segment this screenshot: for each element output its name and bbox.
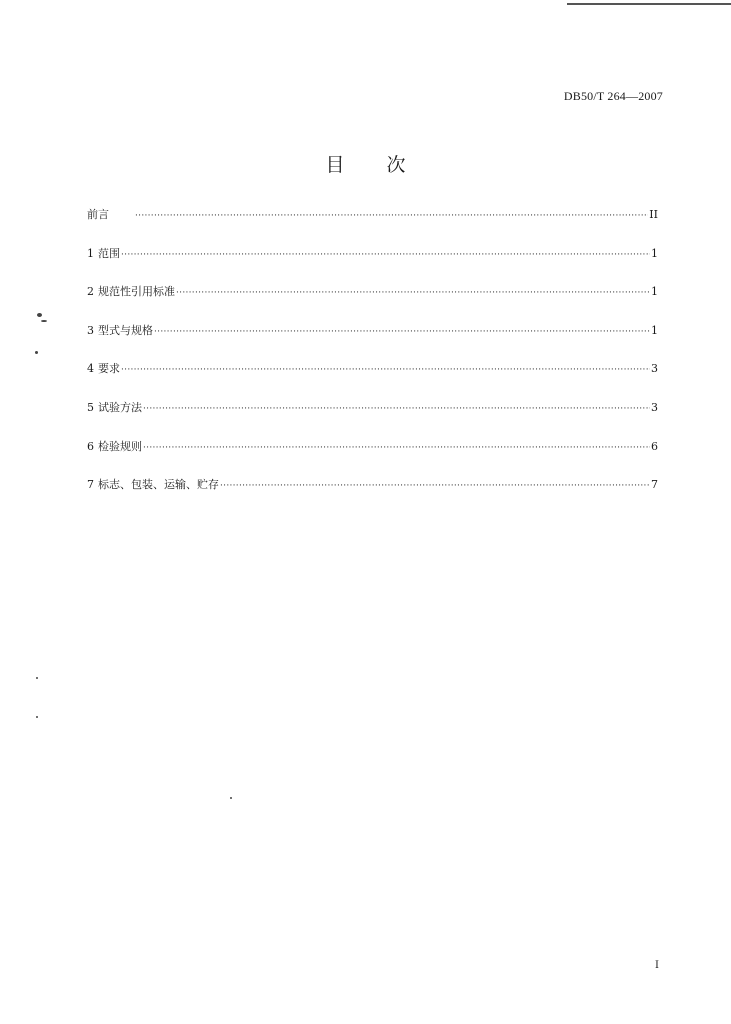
toc-entry-number: 5 xyxy=(87,400,94,414)
toc-entry-page: II xyxy=(649,208,658,221)
toc-title-char: 次 xyxy=(386,154,406,176)
toc-entry-inspection-rules[interactable] xyxy=(87,438,658,477)
toc-entry-page: 1 xyxy=(651,285,658,299)
leader-dots xyxy=(121,250,650,260)
toc-entry-page: 7 xyxy=(651,478,658,492)
leader-dots xyxy=(135,211,648,221)
top-edge-rule xyxy=(567,3,731,5)
toc-entry-number: 6 xyxy=(87,439,94,453)
toc-entry-number: 4 xyxy=(87,362,94,376)
toc-entry-number: 2 xyxy=(87,285,94,299)
toc-title xyxy=(0,150,731,177)
toc-entry-label: 规范性引用标准 xyxy=(98,285,175,299)
scan-speck xyxy=(35,351,38,354)
toc-entry-marking-packaging[interactable] xyxy=(87,476,658,515)
toc-entry-number: 3 xyxy=(87,323,94,337)
page-number: I xyxy=(655,960,659,971)
toc-entry-label: 检验规则 xyxy=(98,439,142,453)
toc-entry-preface[interactable] xyxy=(87,206,658,245)
leader-dots xyxy=(176,288,650,298)
toc-list xyxy=(87,206,658,515)
toc-entry-page: 6 xyxy=(651,439,658,453)
toc-entry-normative-references[interactable] xyxy=(87,283,658,322)
toc-entry-page: 1 xyxy=(651,323,658,337)
toc-entry-label: 要求 xyxy=(98,362,120,376)
scan-speck xyxy=(36,716,38,718)
toc-entry-number: 7 xyxy=(87,478,94,492)
toc-entry-label: 标志、包装、运输、贮存 xyxy=(98,478,219,492)
toc-title-char: 目 xyxy=(325,154,345,176)
toc-entry-page: 1 xyxy=(651,246,658,260)
leader-dots xyxy=(220,481,650,491)
scan-speck xyxy=(37,313,42,317)
scan-speck xyxy=(36,677,38,679)
toc-entry-page: 3 xyxy=(651,362,658,376)
toc-entry-types-specs[interactable] xyxy=(87,322,658,361)
toc-entry-label: 试验方法 xyxy=(98,400,142,414)
toc-entry-page: 3 xyxy=(651,400,658,414)
scan-speck xyxy=(230,797,232,799)
toc-entry-label: 型式与规格 xyxy=(98,323,153,337)
document-code: DB50/T 264—2007 xyxy=(563,89,663,103)
toc-entry-label: 范围 xyxy=(98,246,120,260)
leader-dots xyxy=(143,404,650,414)
toc-entry-requirements[interactable] xyxy=(87,360,658,399)
toc-entry-label: 前言 xyxy=(87,208,109,221)
toc-entry-test-methods[interactable] xyxy=(87,399,658,438)
toc-entry-scope[interactable] xyxy=(87,245,658,284)
leader-dots xyxy=(121,365,650,375)
leader-dots xyxy=(154,327,650,337)
toc-entry-number: 1 xyxy=(87,246,94,260)
scan-speck xyxy=(41,320,47,322)
leader-dots xyxy=(143,443,650,453)
